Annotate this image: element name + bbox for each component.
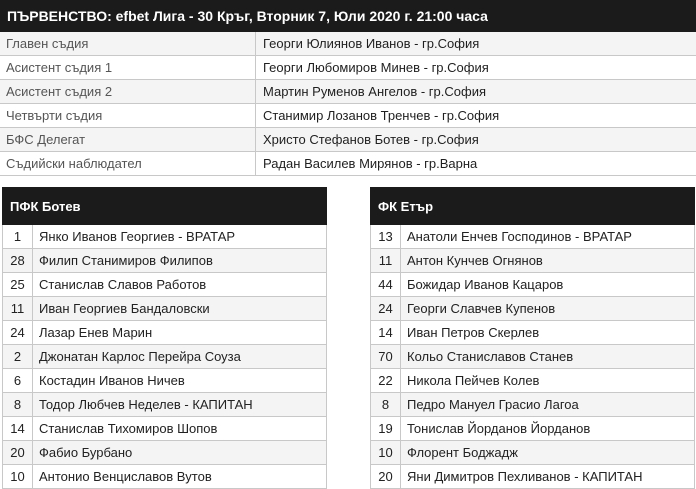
player-number: 44 — [371, 273, 401, 296]
away-player-row — [370, 225, 695, 249]
player-number: 28 — [3, 249, 33, 272]
away-player-row — [370, 249, 695, 273]
official-role: Съдийски наблюдател — [0, 152, 256, 175]
home-team-name: ПФК Ботев — [10, 198, 81, 214]
official-role: Асистент съдия 2 — [0, 80, 256, 103]
official-row — [0, 32, 696, 56]
match-header — [0, 0, 696, 32]
player-name: Педро Мануел Грасио Лагоа — [407, 397, 579, 412]
away-player-row — [370, 345, 695, 369]
official-name: Христо Стефанов Ботев - гр.София — [263, 132, 479, 147]
player-name: Георги Славчев Купенов — [407, 301, 556, 316]
home-player-row — [2, 345, 327, 369]
player-number: 8 — [371, 393, 401, 416]
player-number: 10 — [371, 441, 401, 464]
official-name: Георги Юлиянов Иванов - гр.София — [263, 36, 480, 51]
home-team-lineup — [2, 187, 327, 489]
player-name: Анатоли Енчев Господинов - ВРАТАР — [407, 229, 632, 244]
player-name: Яни Димитров Пехливанов - КАПИТАН — [407, 469, 643, 484]
home-player-list — [2, 225, 327, 489]
home-player-row — [2, 369, 327, 393]
player-name: Костадин Иванов Ничев — [39, 373, 185, 388]
player-number: 6 — [3, 369, 33, 392]
player-number: 24 — [3, 321, 33, 344]
officials-rows — [0, 32, 696, 176]
away-team-lineup — [370, 187, 695, 489]
home-player-row — [2, 417, 327, 441]
player-name: Иван Петров Скерлев — [407, 325, 540, 340]
player-number: 10 — [3, 465, 33, 488]
home-player-row — [2, 273, 327, 297]
player-name: Тонислав Йорданов Йорданов — [407, 421, 591, 436]
home-player-row — [2, 225, 327, 249]
official-name: Георги Любомиров Минев - гр.София — [263, 60, 489, 75]
home-player-row — [2, 249, 327, 273]
official-role: БФС Делегат — [0, 128, 256, 151]
player-name: Лазар Енев Марин — [39, 325, 153, 340]
official-row — [0, 56, 696, 80]
player-number: 25 — [3, 273, 33, 296]
official-role: Асистент съдия 1 — [0, 56, 256, 79]
away-player-row — [370, 273, 695, 297]
home-player-row — [2, 441, 327, 465]
player-number: 14 — [371, 321, 401, 344]
home-team-header — [2, 187, 327, 225]
official-row — [0, 104, 696, 128]
player-name: Фабио Бурбано — [39, 445, 133, 460]
player-number: 13 — [371, 225, 401, 248]
player-number: 70 — [371, 345, 401, 368]
home-player-row — [2, 321, 327, 345]
player-name: Джонатан Карлос Перейра Соуза — [39, 349, 241, 364]
official-name: Радан Василев Мирянов - гр.Варна — [263, 156, 478, 171]
player-name: Никола Пейчев Колев — [407, 373, 540, 388]
officials-table — [0, 0, 696, 176]
official-name: Станимир Лозанов Тренчев - гр.София — [263, 108, 500, 123]
player-name: Станислав Славов Работов — [39, 277, 207, 292]
away-player-row — [370, 369, 695, 393]
player-name: Антон Кунчев Огнянов — [407, 253, 543, 268]
away-player-row — [370, 417, 695, 441]
away-player-row — [370, 465, 695, 489]
away-team-header — [370, 187, 695, 225]
home-player-row — [2, 297, 327, 321]
away-player-row — [370, 441, 695, 465]
match-header-text: ПЪРВЕНСТВО: efbet Лига - 30 Кръг, Вторник 7, Юли 2020 г. 21:00 часа — [7, 8, 488, 24]
player-name: Иван Георгиев Бандаловски — [39, 301, 210, 316]
player-number: 11 — [3, 297, 33, 320]
player-name: Флорент Боджадж — [407, 445, 518, 460]
player-number: 19 — [371, 417, 401, 440]
player-number: 11 — [371, 249, 401, 272]
away-player-row — [370, 393, 695, 417]
player-name: Антонио Венциславов Вутов — [39, 469, 212, 484]
official-row — [0, 152, 696, 176]
player-name: Божидар Иванов Кацаров — [407, 277, 564, 292]
home-player-row — [2, 465, 327, 489]
player-name: Тодор Любчев Неделев - КАПИТАН — [39, 397, 253, 412]
player-name: Кольо Станиславов Станев — [407, 349, 574, 364]
away-player-row — [370, 297, 695, 321]
official-role: Четвърти съдия — [0, 104, 256, 127]
player-number: 22 — [371, 369, 401, 392]
player-number: 20 — [371, 465, 401, 488]
official-row — [0, 80, 696, 104]
player-number: 24 — [371, 297, 401, 320]
away-team-name: ФК Етър — [378, 198, 434, 214]
official-role: Главен съдия — [0, 32, 256, 55]
home-player-row — [2, 393, 327, 417]
player-number: 14 — [3, 417, 33, 440]
official-name: Мартин Руменов Ангелов - гр.София — [263, 84, 486, 99]
away-player-row — [370, 321, 695, 345]
player-number: 8 — [3, 393, 33, 416]
player-name: Янко Иванов Георгиев - ВРАТАР — [39, 229, 236, 244]
player-number: 1 — [3, 225, 33, 248]
away-player-list — [370, 225, 695, 489]
player-number: 2 — [3, 345, 33, 368]
player-number: 20 — [3, 441, 33, 464]
player-name: Филип Станимиров Филипов — [39, 253, 213, 268]
player-name: Станислав Тихомиров Шопов — [39, 421, 218, 436]
official-row — [0, 128, 696, 152]
